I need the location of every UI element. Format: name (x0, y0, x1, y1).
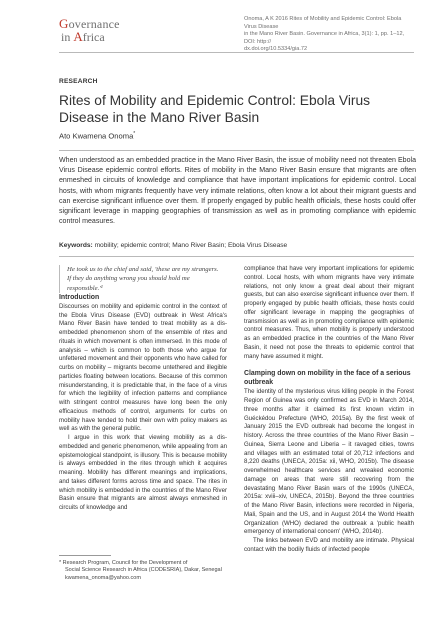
introduction-heading: Introduction (59, 293, 100, 301)
article-title: Rites of Mobility and Epidemic Control: Ebola Virus Disease in the Mano River Basin (59, 93, 371, 125)
header-divider (59, 52, 414, 53)
author-footnote (59, 560, 227, 582)
citation-line: Onoma, A K 2016 Rites of Mobility and Epidemic Control: Ebola Virus Disease (244, 16, 402, 30)
footnote-line: Social Science Research in Africa (CODESRIA), Dakar, Senegal (65, 567, 222, 574)
footnote-divider (59, 555, 111, 556)
footnote-email-link[interactable]: kwamena_onoma@yahoo.com (65, 574, 141, 581)
logo-line-governance (59, 18, 120, 30)
citation-block (244, 16, 414, 54)
keywords-line (59, 242, 414, 249)
logo-initial-a: A (73, 29, 83, 44)
logo-text-in: in (61, 30, 74, 44)
author-footnote-mark: * (133, 131, 136, 137)
citation-line: in the Mano River Basin. Governance in Africa, 3(1): 1, pp. 1–12, DOI: http:// (244, 31, 405, 45)
body-paragraph: The links between EVD and mobility are intimate. Physical contact with the bodily fluids of infected people (244, 537, 414, 553)
left-column (59, 265, 227, 513)
body-paragraph: compliance that have very important implications for epidemic control. Local hosts, with whom migrants have very intimate relations, not only know a great deal about their migrant guests, but can also exercise significant influence over them. If properly engaged by public health officials, these hosts could offer significant leverage in mapping the geographies of transmission as well as in promoting compliance with epidemic control measures. Thus, when mobility is properly understood as an embedded practice in the countries of the Mano River Basin, it need not pose the threats to epidemic control that many have assumed it might. (244, 265, 414, 360)
body-paragraph: I argue in this work that viewing mobility as a dis-embedded and generic phenomenon, while appealing from an epistemological standpoint, is illusory. This is because mobility is always embedded in the rites through which it acquires meaning. Mobility has different meanings and implications, and takes different forms across time and space. The rites in which mobility is embedded in the countries of the Mano River Basin ensure that migrants are almost always enmeshed in circuits of knowledge and (59, 434, 227, 512)
section-heading: Clamping down on mobility in the face of a serious outbreak (244, 370, 411, 387)
logo-initial-g: G (59, 16, 69, 31)
author-name: Ato Kwamena Onoma (59, 131, 134, 141)
citation-doi-link[interactable]: dx.doi.org/10.5334/gia.72 (244, 46, 308, 53)
right-column (244, 265, 414, 555)
keywords-label: Keywords: (59, 242, 93, 249)
abstract: When understood as an embedded practice in the Mano River Basin, the issue of mobility need not threaten Ebola Virus Disease epidemic control efforts. Rites of mobility in the Mano River Basin ensure that migrants are often enmeshed in circuits of knowledge and compliance that have important implications for epidemic control. Local hosts, with whom migrants frequently have very intimate relations, often know a lot about their migrant guests and can exercise significant influence over them. If properly engaged by public health officials, these hosts could offer significant leverage in mapping geographies of transmission as well as in promoting compliance with epidemic control measures. (59, 157, 416, 226)
author-line (59, 131, 135, 141)
keywords-divider (59, 256, 414, 257)
abstract-divider (59, 150, 414, 151)
body-paragraph: The identity of the mysterious virus killing people in the Forest Region of Guinea was only confirmed as EVD in March 2014, three months after it claimed its first known victim in Guéckédou Prefecture (WHO, 2015a). By the first week of January 2015 the EVD outbreak had become the longest in history. Across the three countries of the Mano River Basin – Guinea, Sierra Leone and Liberia – it ravaged cities, towns and villages with an estimated total of 20,712 infections and 8,220 deaths (UNECA, 2015a: xii, WHO, 2015b). The disease overwhelmed healthcare services and wreaked economic damage on areas that were still recovering from the devastating Mano River Basin wars of the 1990s (UNECA, 2015a: xviii–xiv, UNECA, 2015b). Beyond the three countries of the Mano River Basin, infections were recorded in Nigeria, Mali, Spain and the US, and in August 2014 the World Health Organization (WHO) declared the outbreak a 'public health emergency of international concern' (WHO, 2014b). (244, 388, 414, 536)
body-paragraph: Discourses on mobility and epidemic control in the context of the Ebola Virus Disease (EVD) outbreak in West Africa's Mano River Basin have tended to treat mobility as a dis-embedded phenomenon shorn of the ensemble of rites and rituals in which movement is often immersed. In this mode of analysis – which is common to both those who argue for unfettered movement and their opponents who have called for curbs on mobility – migrants become untethered and illegible particles floating between locations. Because of this common misunderstanding, it is predictable that, in the face of a virus for which the legibility of infection patterns and compliance with stringent control measures have long been the only efficacious methods of control, arguments for curbs on mobility have tended to hold their own with policy makers as well as with the general public. (59, 302, 227, 433)
footnote-line: * Research Program, Council for the Development of (59, 560, 188, 566)
journal-logo[interactable] (59, 18, 120, 44)
logo-text-frica: frica (82, 30, 105, 44)
section-label: RESEARCH (59, 78, 98, 85)
keywords-list: mobility; epidemic control; Mano River Basin; Ebola Virus Disease (94, 242, 288, 249)
epigraph: He took us to the chief and said, 'these are my strangers. If they do anything wrong you should hold me responsible.'¹ (59, 265, 227, 293)
logo-line-in-africa (59, 30, 120, 44)
logo-text-overnance: overnance (68, 17, 120, 31)
